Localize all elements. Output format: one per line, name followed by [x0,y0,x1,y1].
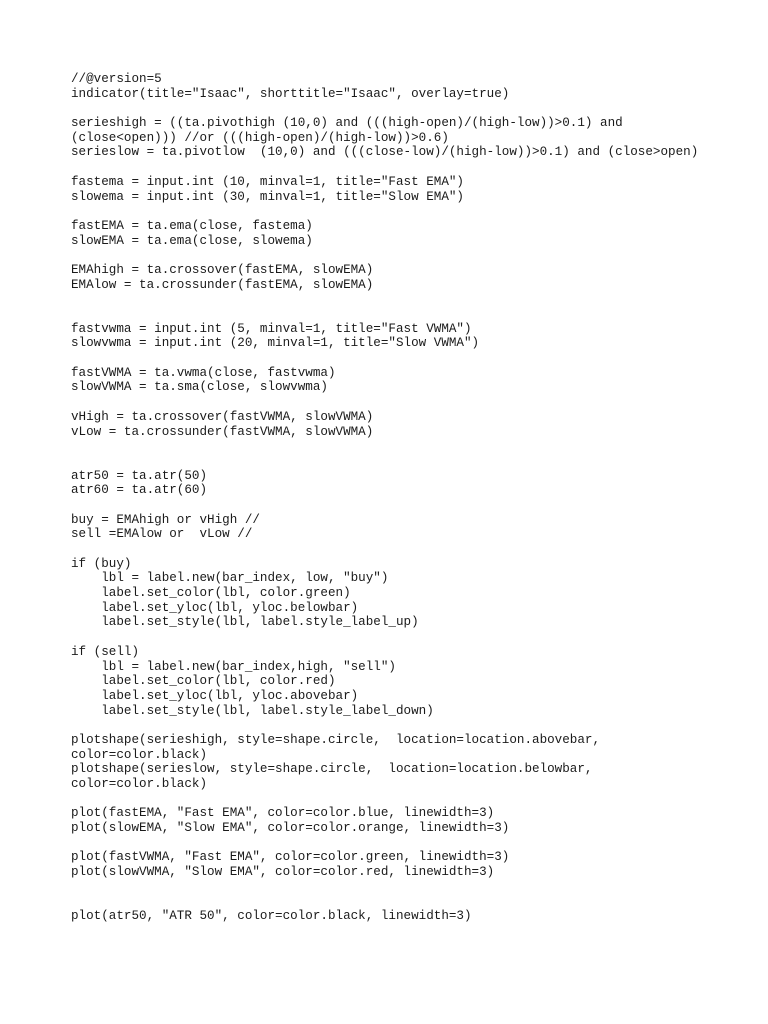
code-line [71,395,751,410]
code-line: label.set_yloc(lbl, yloc.belowbar) [71,600,359,615]
code-line [71,454,751,469]
code-line: lbl = label.new(bar_index, low, "buy") [71,571,389,586]
code-line: if (buy) [71,556,132,571]
code-line: if (sell) [71,644,140,659]
code-line: slowema = input.int (30, minval=1, title="Slow EMA") [71,189,464,204]
code-line: plot(slowVWMA, "Slow EMA", color=color.red, linewidth=3) [71,865,495,880]
code-line [71,542,751,557]
code-line [71,248,751,263]
code-line: plot(fastVWMA, "Fast EMA", color=color.green, linewidth=3) [71,850,510,865]
code-line [71,101,751,116]
code-line: plotshape(serieshigh, style=shape.circle, location=location.abovebar, [71,732,601,747]
code-line: plotshape(serieslow, style=shape.circle, location=location.belowbar, [71,762,593,777]
code-line: label.set_color(lbl, color.green) [71,586,351,601]
code-line: plot(fastEMA, "Fast EMA", color=color.blue, linewidth=3) [71,806,495,821]
code-line: serieslow = ta.pivotlow (10,0) and (((close-low)/(high-low))>0.1) and (close>open) [71,145,699,160]
code-line: (close<open))) //or (((high-open)/(high-low))>0.6) [71,130,449,145]
code-line [71,351,751,366]
code-line: buy = EMAhigh or vHigh // [71,512,260,527]
code-line: lbl = label.new(bar_index,high, "sell") [71,659,396,674]
code-line: color=color.black) [71,747,208,762]
code-line: vHigh = ta.crossover(fastVWMA, slowVWMA) [71,409,374,424]
code-line: atr60 = ta.atr(60) [71,483,208,498]
code-line: serieshigh = ((ta.pivothigh (10,0) and (((high-open)/(high-low))>0.1) and [71,116,623,131]
code-line [71,630,751,645]
code-line [71,292,751,307]
code-line: fastvwma = input.int (5, minval=1, title="Fast VWMA") [71,321,472,336]
code-line: slowvwma = input.int (20, minval=1, title="Slow VWMA") [71,336,480,351]
code-line [71,718,751,733]
code-line: fastema = input.int (10, minval=1, title="Fast EMA") [71,174,464,189]
code-line: atr50 = ta.atr(50) [71,468,208,483]
code-line: label.set_color(lbl, color.red) [71,674,336,689]
code-line: EMAhigh = ta.crossover(fastEMA, slowEMA) [71,262,374,277]
code-line: label.set_yloc(lbl, yloc.abovebar) [71,688,359,703]
code-line: //@version=5 [71,72,162,86]
code-line [71,792,751,807]
code-line: color=color.black) [71,777,208,791]
code-line [71,880,751,895]
code-line: slowEMA = ta.ema(close, slowema) [71,233,313,248]
code-line: slowVWMA = ta.sma(close, slowvwma) [71,380,328,395]
code-line [71,895,751,910]
code-line: label.set_style(lbl, label.style_label_up) [71,615,419,630]
code-line [71,439,751,454]
code-line [71,307,751,322]
code-line: EMAlow = ta.crossunder(fastEMA, slowEMA) [71,277,374,292]
code-line [71,204,751,219]
code-line [71,498,751,513]
code-line [71,160,751,175]
code-line: fastEMA = ta.ema(close, fastema) [71,218,313,233]
code-block [71,72,751,924]
code-line: fastVWMA = ta.vwma(close, fastvwma) [71,365,336,380]
code-line: vLow = ta.crossunder(fastVWMA, slowVWMA) [71,424,374,439]
code-line: plot(atr50, "ATR 50", color=color.black, linewidth=3) [71,909,472,924]
code-line: sell =EMAlow or vLow // [71,527,253,542]
code-line: label.set_style(lbl, label.style_label_down) [71,703,434,718]
code-line [71,836,751,851]
code-line: indicator(title="Isaac", shorttitle="Isaac", overlay=true) [71,86,510,101]
code-line: plot(slowEMA, "Slow EMA", color=color.orange, linewidth=3) [71,821,510,836]
